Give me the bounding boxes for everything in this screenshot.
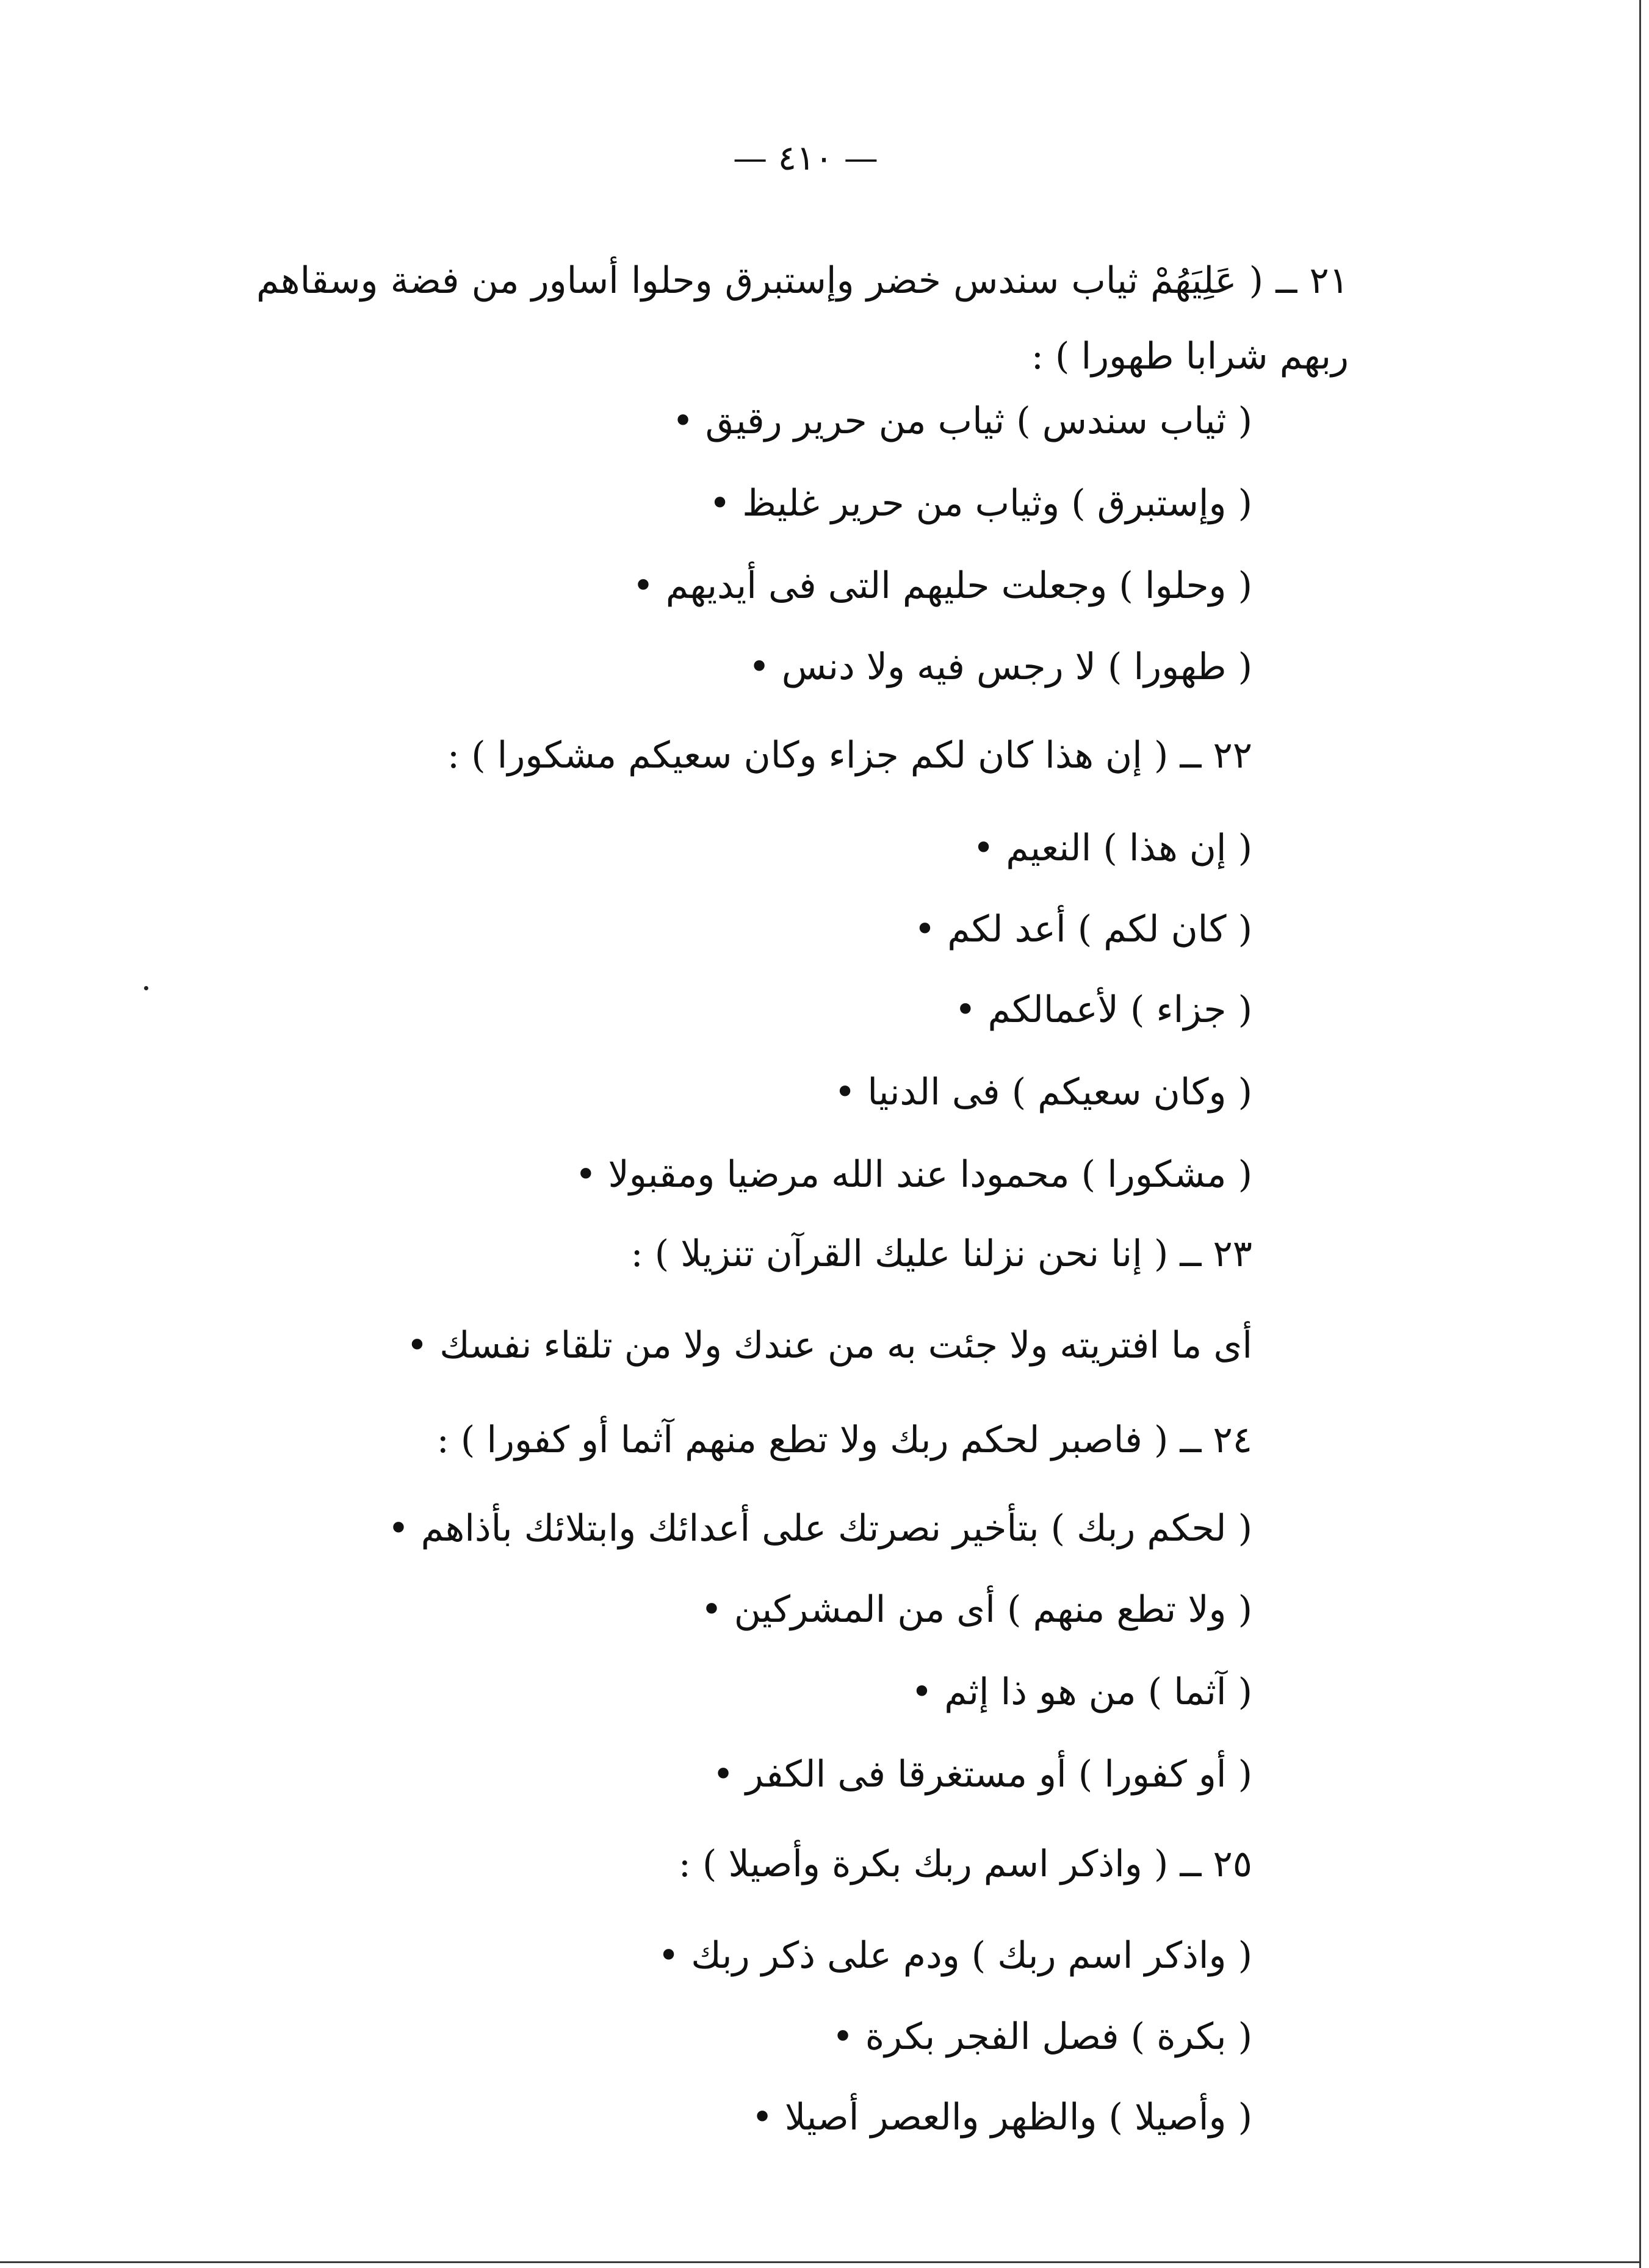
scan-speck (144, 986, 148, 990)
page-edge-right (1639, 0, 1641, 2268)
verse-23: ٢٣ ــ ( إنا نحن نزلنا عليك القرآن تنزيلا ) : (630, 1233, 1252, 1275)
page-number: — ٤١٠ — (733, 139, 878, 178)
gloss-line: ( وكان سعيكم ) فى الدنيا • (834, 1071, 1252, 1114)
gloss-line: ( بكرة ) فصل الفجر بكرة • (832, 2015, 1252, 2058)
gloss-line: ( وأصيلا ) والظهر والعصر أصيلا • (751, 2096, 1252, 2139)
gloss-line: ( وحلوا ) وجعلت حليهم التى فى أيديهم • (632, 564, 1252, 607)
gloss-line: ( آثما ) من هو ذا إثم • (911, 1671, 1252, 1713)
gloss-line: ( إن هذا ) النعيم • (972, 827, 1252, 869)
gloss-line: ( لحكم ربك ) بتأخير نصرتك على أعدائك وابتلائك بأذاهم • (388, 1507, 1252, 1550)
gloss-line: أى ما افتريته ولا جئت به من عندك ولا من تلقاء نفسك • (406, 1324, 1252, 1367)
gloss-line: ( مشكورا ) محمودا عند الله مرضيا ومقبولا • (575, 1153, 1252, 1196)
gloss-line: ( ولا تطع منهم ) أى من المشركين • (701, 1588, 1252, 1631)
gloss-line: ( طهورا ) لا رجس فيه ولا دنس • (748, 646, 1252, 688)
page-edge-bottom (0, 2261, 1641, 2263)
verse-21: ٢١ ــ ( عَلِيَهُمْ ثياب سندس خضر وإستبرق وحلوا أساور من فضة وسقاهم ربهم شرابا طهورا ) : (256, 259, 1349, 378)
gloss-line: ( جزاء ) لأعمالكم • (954, 988, 1252, 1031)
verse-24: ٢٤ ــ ( فاصبر لحكم ربك ولا تطع منهم آثما أو كفورا ) : (436, 1419, 1252, 1461)
gloss-line: ( واذكر اسم ربك ) ودم على ذكر ربك • (657, 1934, 1252, 1977)
gloss-line: ( ثياب سندس ) ثياب من حرير رقيق • (672, 400, 1252, 442)
verse-22: ٢٢ ــ ( إن هذا كان لكم جزاء وكان سعيكم مشكورا ) : (447, 734, 1252, 777)
gloss-line: ( أو كفورا ) أو مستغرقا فى الكفر • (712, 1753, 1252, 1796)
gloss-line: ( كان لكم ) أعد لكم • (914, 908, 1252, 951)
verse-25: ٢٥ ــ ( واذكر اسم ربك بكرة وأصيلا ) : (678, 1843, 1252, 1885)
gloss-line: ( وإستبرق ) وثياب من حرير غليظ • (709, 482, 1252, 525)
